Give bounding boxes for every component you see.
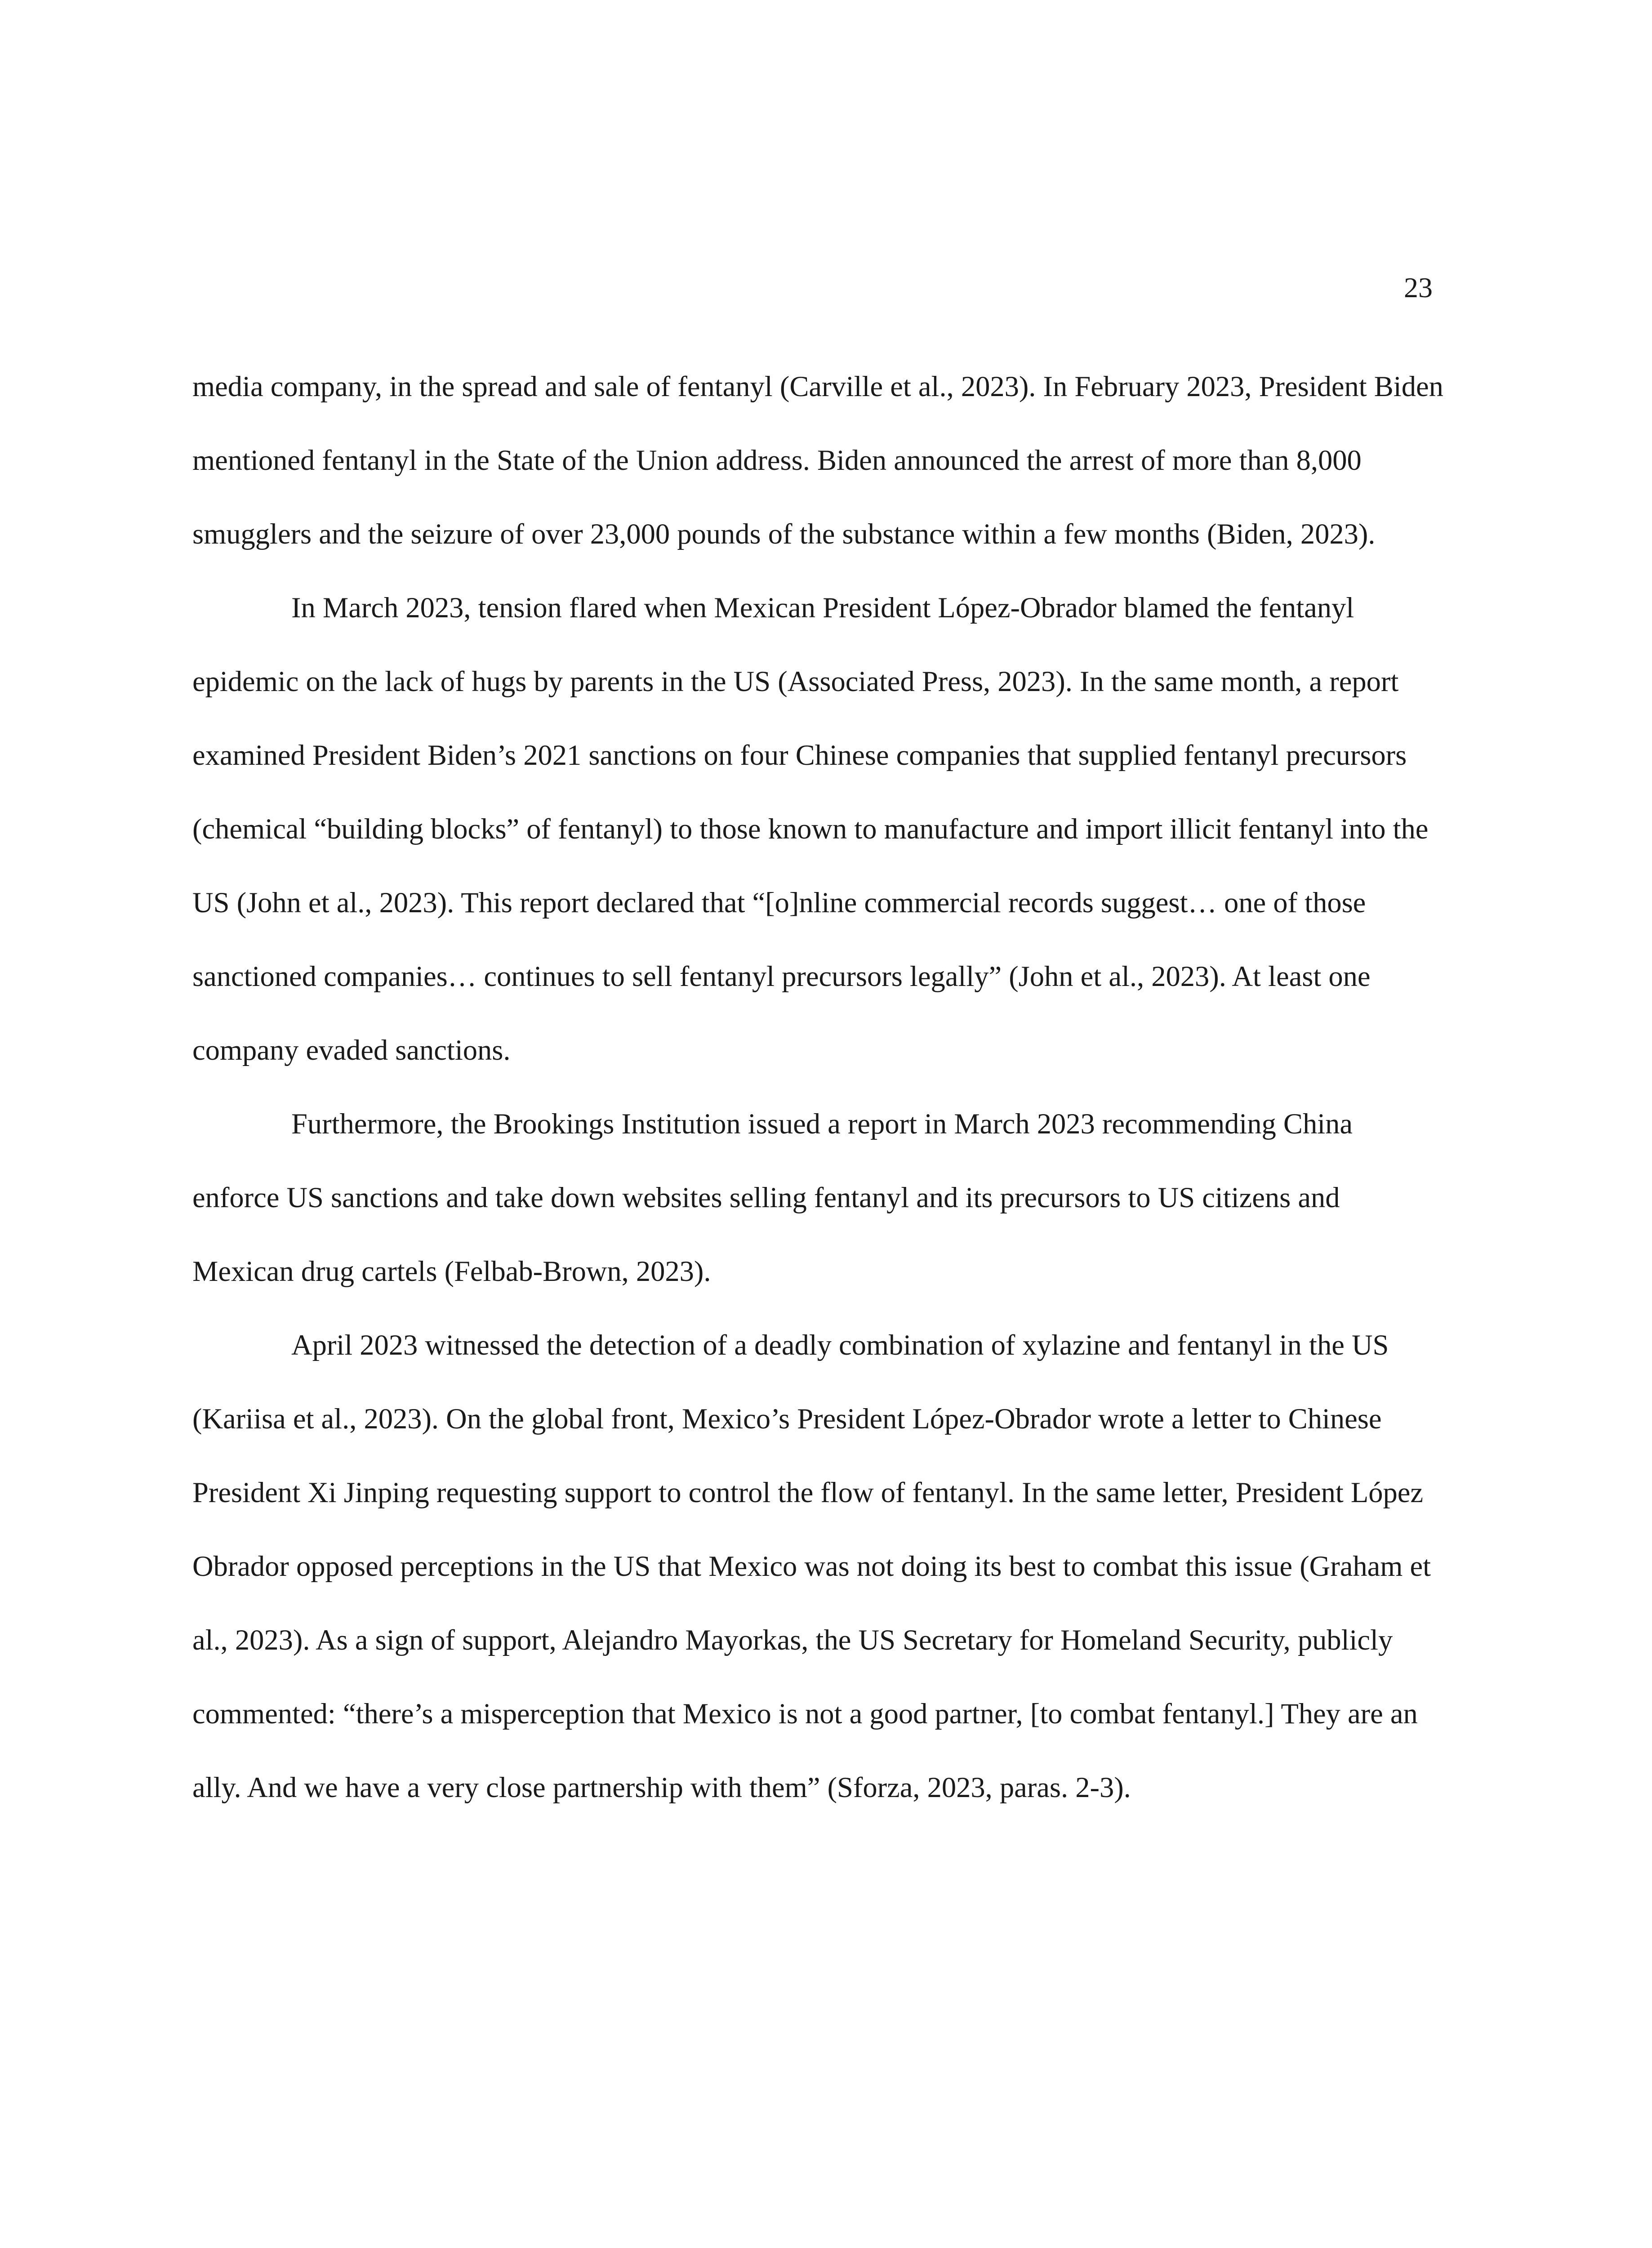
paragraph-continued: media company, in the spread and sale of fentanyl (Carville et al., 2023). In February 2023, President Biden mentioned fentanyl in the State of the Union address. Biden announced the arrest of more than 8,000 smugglers and the seizure of over 23,000 pounds of the substance within a few months (Biden, 2023). xyxy=(192,370,1443,550)
paragraph-march-2023: In March 2023, tension flared when Mexican President López-Obrador blamed the fentanyl epidemic on the lack of hugs by parents in the US (Associated Press, 2023). In the same month, a report examined President Biden’s 2021 sanctions on four Chinese companies that supplied fentanyl precursors (chemical “building blocks” of fentanyl) to those known to manufacture and import illicit fentanyl into the US (John et al., 2023). This report declared that “[o]nline commercial records suggest… one of those sanctioned companies… continues to sell fentanyl precursors legally” (John et al., 2023). At least one company evaded sanctions. xyxy=(192,592,1429,1066)
page-number: 23 xyxy=(1404,272,1433,303)
document-body xyxy=(192,350,1444,1824)
paragraph-brookings: Furthermore, the Brookings Institution issued a report in March 2023 recommending China enforce US sanctions and take down websites selling fentanyl and its precursors to US citizens and Mexican drug cartels (Felbab-Brown, 2023). xyxy=(192,1108,1353,1287)
paragraph-april-2023: April 2023 witnessed the detection of a deadly combination of xylazine and fentanyl in the US (Kariisa et al., 2023). On the global front, Mexico’s President López-Obrador wrote a letter to Chinese President Xi Jinping requesting support to control the flow of fentanyl. In the same letter, President López Obrador opposed perceptions in the US that Mexico was not doing its best to combat this issue (Graham et al., 2023). As a sign of support, Alejandro Mayorkas, the US Secretary for Homeland Security, publicly commented: “there’s a misperception that Mexico is not a good partner, [to combat fentanyl.] They are an ally. And we have a very close partnership with them” (Sforza, 2023, paras. 2-3). xyxy=(192,1329,1431,1803)
